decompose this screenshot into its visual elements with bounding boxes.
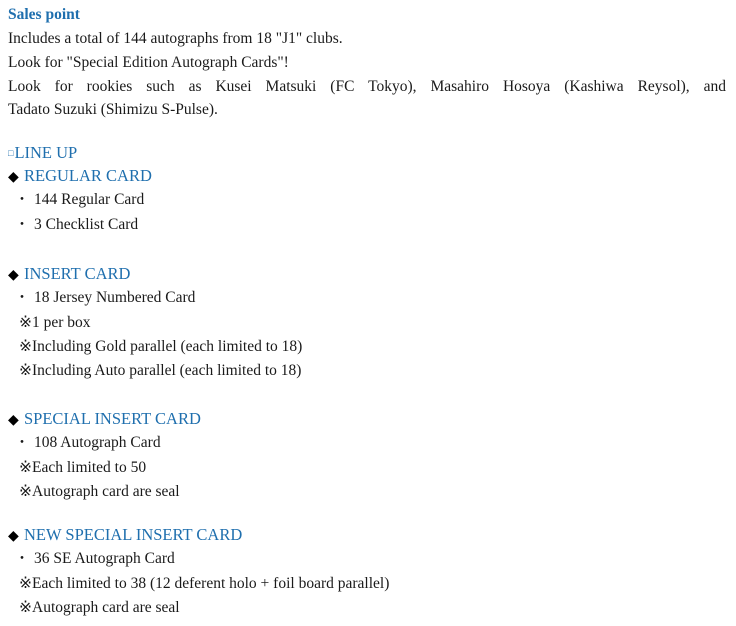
list-item (10, 433, 161, 453)
sales-point-heading: Sales point (8, 6, 80, 23)
note-label: Each limited to 50 (32, 459, 147, 476)
note-item (8, 361, 301, 381)
section-title-label: NEW SPECIAL INSERT CARD (24, 525, 243, 544)
section-title (8, 525, 242, 547)
reference-mark-icon: ※ (19, 575, 32, 592)
note-item (8, 458, 146, 478)
note-item (8, 598, 180, 618)
section-title-label: SPECIAL INSERT CARD (24, 409, 201, 428)
list-item-label: 108 Autograph Card (34, 434, 161, 451)
bullet-icon: ・ (14, 191, 30, 208)
reference-mark-icon: ※ (19, 314, 32, 331)
diamond-icon: ◆ (8, 413, 19, 428)
section-title-label: REGULAR CARD (24, 166, 152, 185)
bullet-icon: ・ (14, 289, 30, 306)
section-title (8, 264, 130, 286)
sales-point-line: Includes a total of 144 autographs from 18 "J1" clubs. (8, 30, 343, 47)
note-item (8, 337, 302, 357)
reference-mark-icon: ※ (19, 483, 32, 500)
list-item (10, 190, 144, 210)
reference-mark-icon: ※ (19, 338, 32, 355)
list-item-label: 144 Regular Card (34, 191, 145, 208)
lineup-heading (8, 143, 77, 163)
list-item-label: 3 Checklist Card (34, 216, 139, 233)
reference-mark-icon: ※ (19, 362, 32, 379)
list-item-label: 18 Jersey Numbered Card (34, 289, 196, 306)
note-label: Autograph card are seal (32, 599, 180, 616)
section-title-label: INSERT CARD (24, 264, 131, 283)
sales-point-line: Look for "Special Edition Autograph Cards"! (8, 54, 289, 71)
sales-point-line: Tadato Suzuki (Shimizu S-Pulse). (8, 101, 218, 118)
section-title (8, 409, 201, 431)
bullet-icon: ・ (14, 216, 30, 233)
square-icon: □ (8, 148, 14, 158)
list-item (10, 215, 138, 235)
note-label: Each limited to 38 (12 deferent holo + foil board parallel) (32, 575, 390, 592)
note-label: Including Auto parallel (each limited to 18) (32, 362, 302, 379)
note-label: Autograph card are seal (32, 483, 180, 500)
lineup-heading-label: LINE UP (14, 143, 78, 162)
diamond-icon: ◆ (8, 170, 19, 185)
note-item (8, 313, 91, 333)
bullet-icon: ・ (14, 434, 30, 451)
reference-mark-icon: ※ (19, 459, 32, 476)
list-item-label: 36 SE Autograph Card (34, 550, 175, 567)
reference-mark-icon: ※ (19, 599, 32, 616)
list-item (10, 549, 175, 569)
note-label: 1 per box (32, 314, 91, 331)
diamond-icon: ◆ (8, 529, 19, 544)
sales-point-line: Look for rookies such as Kusei Matsuki (FC Tokyo), Masahiro Hosoya (Kashiwa Reysol), and (8, 78, 726, 95)
section-title (8, 166, 152, 188)
bullet-icon: ・ (14, 550, 30, 567)
note-label: Including Gold parallel (each limited to 18) (32, 338, 303, 355)
diamond-icon: ◆ (8, 268, 19, 283)
note-item (8, 574, 389, 594)
list-item (10, 288, 195, 308)
note-item (8, 482, 180, 502)
